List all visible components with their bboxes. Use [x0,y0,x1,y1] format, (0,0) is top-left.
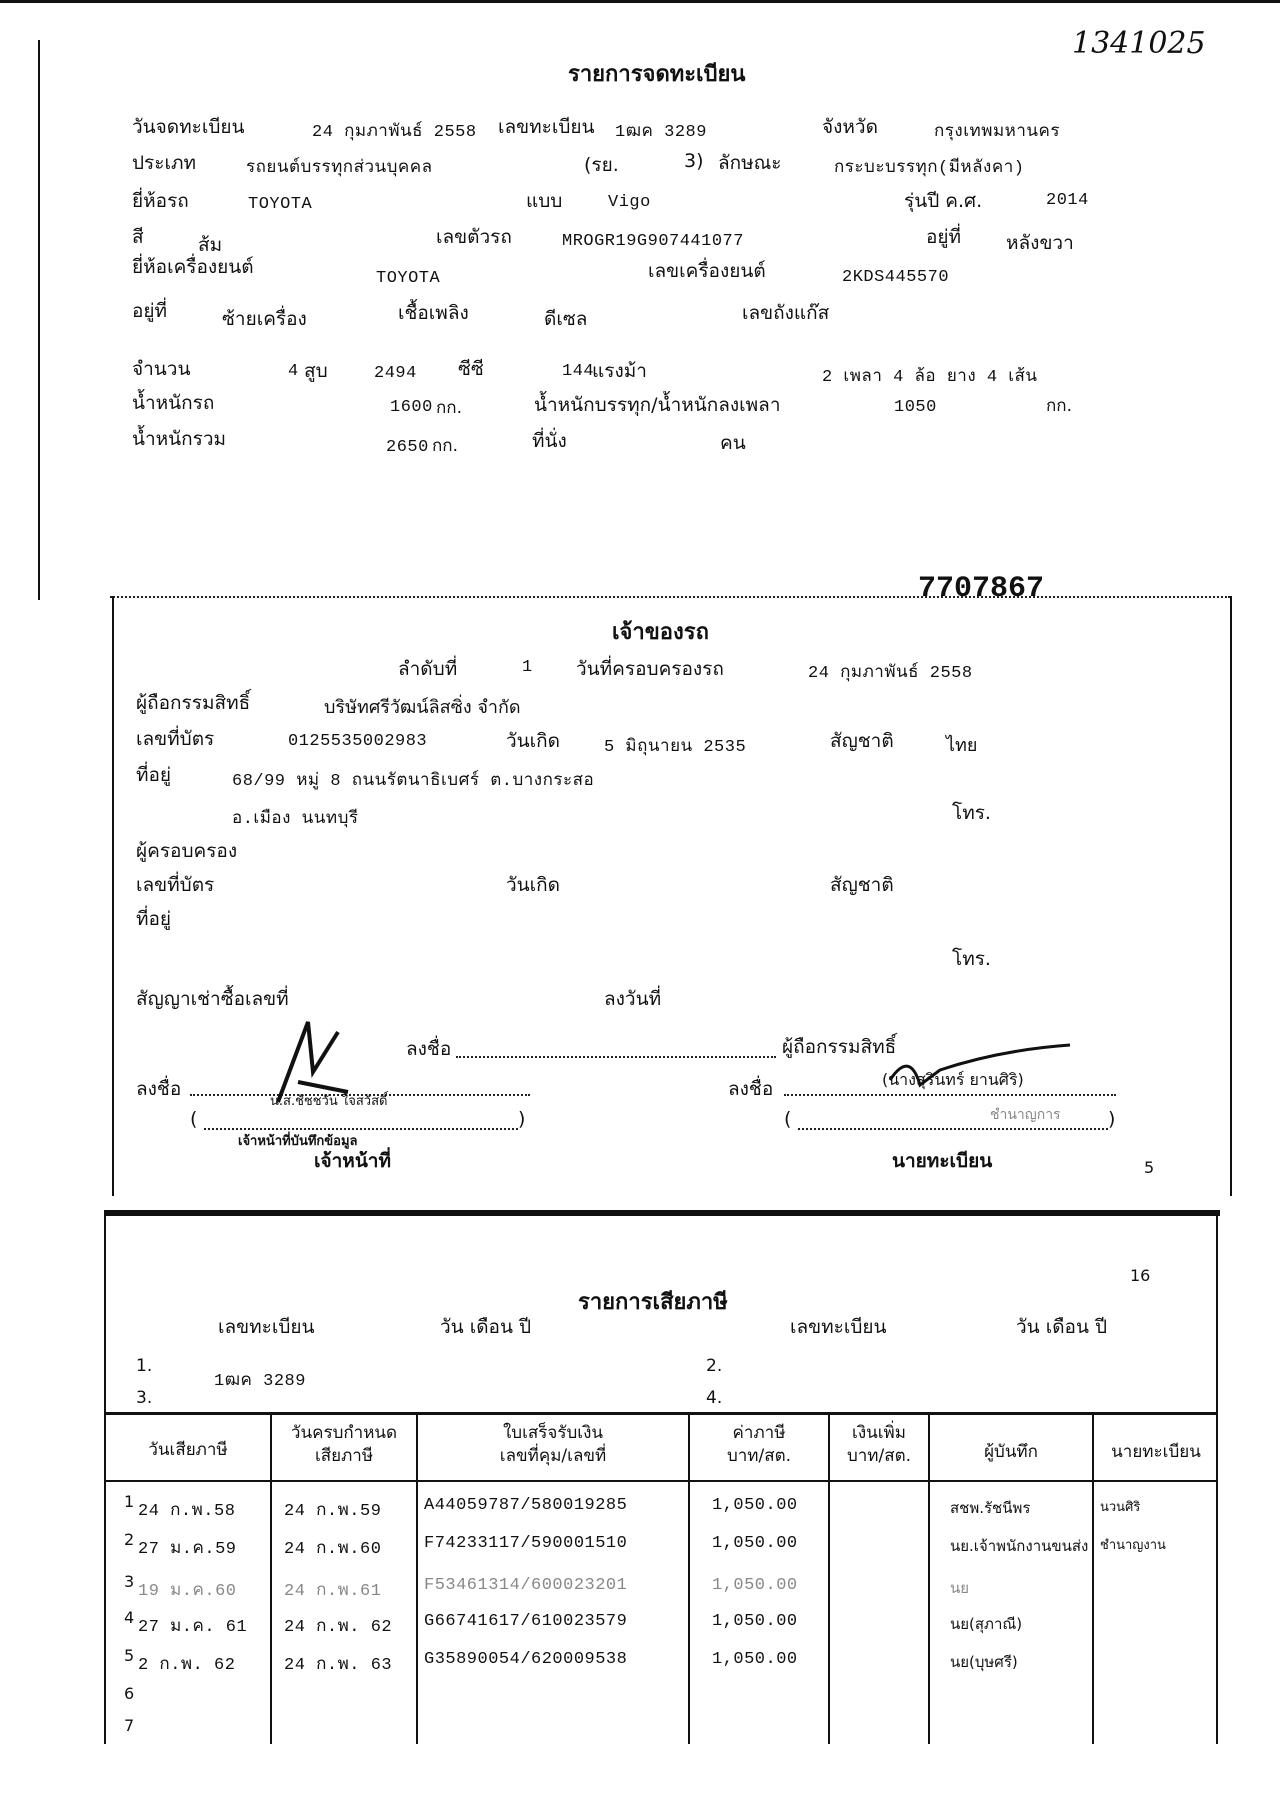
section-divider [110,596,1230,598]
type-label: ประเภท [132,152,197,174]
model: Vigo [608,193,651,212]
vehicle-type: รถยนต์บรรทุกส่วนบุคคล [246,159,433,178]
owner-sign-line [456,1056,776,1058]
year: 2014 [1046,191,1089,210]
weight-label: น้ำหนักรถ [132,392,215,414]
officer-sign-label: ลงชื่อ [136,1078,182,1100]
possessor-id-label: เลขที่บัตร [136,874,215,896]
reg-entry-1-value: 1ฒค 3289 [214,1372,306,1391]
registrar-sign-label: ลงชื่อ [728,1078,774,1100]
owner-label: ผู้ถือกรรมสิทธิ์ [136,692,251,714]
tax-box-right [1216,1214,1218,1744]
type-code-open: (รย. [584,154,619,176]
tax-col-date: วัน เดือน ปี [440,1316,532,1338]
owner-name: บริษัทศรีวัฒน์ลิสซิ่ง จำกัด [324,697,521,718]
tax-page-number: 16 [1130,1266,1151,1285]
tax-cell-receipt: F74233117/590001510 [424,1534,628,1553]
vehicle-style: กระบะบรรทุก(มีหลังคา) [834,159,1025,178]
reg-entry-4-no: 4. [706,1388,723,1408]
owner-title: เจ้าของรถ [612,620,709,645]
seq: 1 [522,658,533,677]
tax-cell-paid: 24 ก.พ.58 [138,1502,236,1521]
owner-address-2: อ.เมือง นนทบุรี [232,810,359,829]
possessor-nationality-label: สัญชาติ [830,874,894,896]
tax-header-recorder: ผู้บันทึก [984,1442,1038,1462]
possessor-address-label: ที่อยู่ [136,908,172,930]
tax-box-left [104,1214,106,1744]
tax-cell-no: 6 [124,1684,135,1703]
reg-no: 1ฒค 3289 [615,123,707,142]
payload-kg: กก. [1046,396,1072,416]
registrar-role: ชำนาญการ [990,1107,1061,1123]
chassis-loc: หลังขวา [1006,232,1074,254]
seq-label: ลำดับที่ [398,658,458,680]
reg-date-label: วันจดทะเบียน [132,116,245,138]
tax-cell-recorder: นย.เจ้าพนักงานขนส่ง [950,1537,1089,1555]
tax-cell-no: 2 [124,1530,135,1549]
tax-cell-registrar: ชำนาญงาน [1100,1538,1166,1553]
reg-date: 24 กุมภาพันธ์ 2558 [312,123,477,142]
top-border [0,0,1280,3]
tax-table-header-bottom [106,1480,1218,1482]
chassis-label: เลขตัวรถ [436,226,512,248]
tax-cell-receipt: G35890054/620009538 [424,1650,628,1669]
weight: 1600 [390,398,433,417]
tax-cell-paid: 2 ก.พ. 62 [138,1656,236,1675]
contract-date-label: ลงวันที่ [604,988,662,1010]
hp: 144 [562,362,595,381]
tax-cell-no: 3 [124,1572,135,1591]
count-label: จำนวน [132,358,191,380]
possessor-phone-label: โทร. [952,948,991,970]
cylinder-label: สูบ [304,360,328,382]
engine-loc-label: อยู่ที่ [132,300,168,322]
tax-cell-amount: 1,050.00 [712,1496,798,1515]
officer-role: เจ้าหน้าที่บันทึกข้อมูล [238,1134,358,1149]
tax-cell-receipt: A44059787/580019285 [424,1496,628,1515]
tax-cell-paid: 27 ม.ค.59 [138,1540,237,1559]
reg-entry-3-no: 3. [136,1388,153,1408]
tax-col-regno: เลขทะเบียน [218,1316,315,1338]
tax-cell-due: 24 ก.พ. 62 [284,1618,393,1637]
engine-brand: TOYOTA [376,269,441,288]
tax-header-registrar: นายทะเบียน [1111,1442,1201,1462]
tax-cell-paid: 19 ม.ค.60 [138,1582,237,1601]
registrar-title: นายทะเบียน [892,1150,993,1172]
fuel-label: เชื้อเพลิง [398,302,469,324]
reg-entry-2-no: 2. [706,1356,723,1376]
axles-wheels: 2 เพลา 4 ล้อ ยาง 4 เส้น [822,368,1038,387]
left-border-top [38,40,40,600]
registrar-role-line [798,1128,1108,1130]
registrar-signature [880,1040,1080,1100]
province: กรุงเทพมหานคร [934,123,1061,142]
officer-signature [268,1012,358,1112]
tax-header-amount: ค่าภาษี บาท/สต. [726,1423,792,1466]
tax-cell-registrar: นวนศิริ [1100,1500,1141,1515]
seats-label: ที่นั่ง [532,430,567,452]
brand-label: ยี่ห้อรถ [132,190,189,212]
tax-cell-receipt: F53461314/600023201 [424,1576,628,1595]
chassis-no: MROGR19G907441077 [562,232,744,251]
owner-sign-role: ผู้ถือกรรมสิทธิ์ [782,1036,897,1058]
brand: TOYOTA [248,195,313,214]
officer-name: น.ส.ชัชชวัน ใจสวัสดิ์ [270,1094,388,1109]
owner-phone-label: โทร. [952,802,991,824]
owner-birth: 5 มิถุนายน 2535 [604,738,747,757]
fuel: ดีเซล [544,308,588,330]
tax-cell-amount: 1,050.00 [712,1650,798,1669]
tax-cell-recorder: นย(สุภาณี) [950,1615,1023,1633]
tax-cell-amount: 1,050.00 [712,1612,798,1631]
reg-entry-1-no: 1. [136,1356,153,1376]
tax-col-regno-2: เลขทะเบียน [790,1316,887,1338]
tax-cell-no: 4 [124,1608,135,1627]
possess-date: 24 กุมภาพันธ์ 2558 [808,664,973,683]
owner-page-number: 5 [1144,1158,1155,1177]
owner-birth-label: วันเกิด [506,730,560,752]
chassis-loc-label: อยู่ที่ [926,226,962,248]
tax-cell-recorder: สชพ.รัชนีพร [950,1499,1031,1517]
gross-kg: กก. [432,436,458,456]
tax-cell-no: 5 [124,1646,135,1665]
year-label: รุ่นปี ค.ศ. [904,190,983,212]
tax-title: รายการเสียภาษี [578,1290,728,1315]
tax-cell-paid: 27 ม.ค. 61 [138,1618,248,1637]
serial-number: 7707867 [918,572,1045,606]
cc: 2494 [374,364,417,383]
tax-cell-due: 24 ก.พ. 63 [284,1656,393,1675]
cylinders: 4 [288,362,299,381]
tax-header-extra: เงินเพิ่ม บาท/สต. [846,1423,912,1466]
gross-label: น้ำหนักรวม [132,428,227,450]
tax-cell-due: 24 ก.พ.59 [284,1502,382,1521]
cc-label: ซีซี [458,358,484,380]
tax-cell-due: 24 ก.พ.61 [284,1582,382,1601]
owner-box-right [1230,596,1232,1196]
tax-cell-amount: 1,050.00 [712,1534,798,1553]
registration-title: รายการจดทะเบียน [568,62,746,87]
officer-title: เจ้าหน้าที่ [314,1150,392,1172]
engine-no-label: เลขเครื่องยนต์ [648,260,766,282]
persons-label: คน [720,432,746,454]
owner-address-1: 68/99 หมู่ 8 ถนนรัตนาธิเบศร์ ต.บางกระสอ [232,772,595,791]
registrar-paren-open: ( [784,1108,792,1130]
tax-table-top [106,1412,1218,1415]
engine-loc: ซ้ายเครื่อง [222,308,307,330]
officer-paren-open: ( [190,1108,198,1130]
tax-box-top [104,1210,1220,1216]
payload-label: น้ำหนักบรรทุก/น้ำหนักลงเพลา [534,394,781,416]
color-label: สี [132,226,144,248]
tax-header-receipt: ใบเสร็จรับเงิน เลขที่คุม/เลขที่ [499,1423,607,1466]
tax-cell-due: 24 ก.พ.60 [284,1540,382,1559]
owner-id: 0125535002983 [288,732,428,751]
tax-cell-amount: 1,050.00 [712,1576,798,1595]
color: ส้ม [198,234,223,256]
tax-cell-recorder: นย [950,1579,970,1597]
owner-address-label: ที่อยู่ [136,764,172,786]
engine-brand-label: ยี่ห้อเครื่องยนต์ [132,256,254,278]
registrar-name: (นางสุรินทร์ ยานศิริ) [882,1070,1024,1089]
possess-date-label: วันที่ครอบครองรถ [576,658,724,680]
type-code-close: 3) [684,150,704,172]
tax-cell-receipt: G66741617/610023579 [424,1612,628,1631]
handwritten-number: 1341025 [1072,26,1206,61]
officer-paren-close: ) [518,1108,526,1130]
registrar-paren-close: ) [1108,1108,1116,1130]
gas-tank-label: เลขถังแก๊ส [742,302,830,324]
tax-cell-no: 7 [124,1716,135,1735]
owner-box-left [112,596,114,1196]
reg-no-label: เลขทะเบียน [498,116,595,138]
tax-cell-no: 1 [124,1492,135,1511]
tax-header-paid: วันเสียภาษี [148,1440,228,1460]
hp-label: แรงม้า [592,360,647,382]
owner-sign-label: ลงชื่อ [406,1038,452,1060]
payload: 1050 [894,398,937,417]
owner-nationality-label: สัญชาติ [830,730,894,752]
tax-col-date-2: วัน เดือน ปี [1016,1316,1108,1338]
contract-label: สัญญาเช่าซื้อเลขที่ [136,988,289,1010]
weight-kg: กก. [436,398,462,418]
tax-cell-recorder: นย(บุษศรี) [950,1653,1018,1671]
tax-header-due: วันครบกำหนด เสียภาษี [290,1423,398,1466]
model-label: แบบ [526,190,563,212]
engine-no: 2KDS445570 [842,268,950,287]
style-label: ลักษณะ [718,152,782,174]
possessor-label: ผู้ครอบครอง [136,840,238,862]
owner-id-label: เลขที่บัตร [136,728,215,750]
possessor-birth-label: วันเกิด [506,874,560,896]
province-label: จังหวัด [822,116,878,138]
owner-nationality: ไทย [946,735,978,756]
gross: 2650 [386,438,429,457]
